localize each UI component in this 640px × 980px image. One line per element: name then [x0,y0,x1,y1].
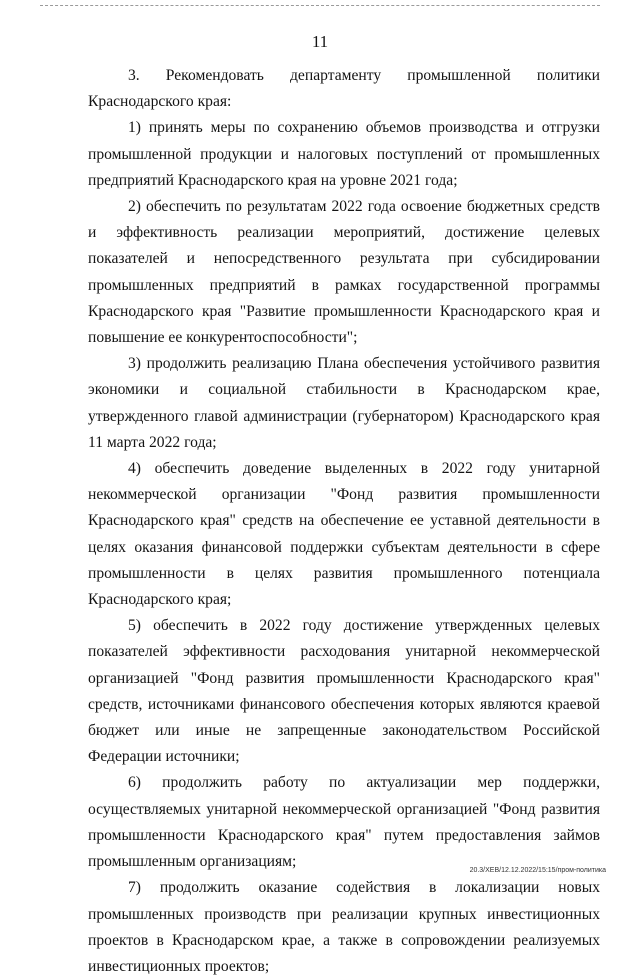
paragraph-item-5: 5) обеспечить в 2022 году достижение утвержденных целевых показателей эффективности расходования унитарной некоммерческой организацией "Фонд развития промышленности Краснодарского края" средств, источниками финансового обеспечения которых являются краевой бюджет или иные не запрещенные законодательством Российской Федерации источники; [88,617,600,766]
paragraph-item-6: 6) продолжить работу по актуализации мер поддержки, осуществляемых унитарной некоммерческой организацией "Фонд развития промышленности Краснодарского края" путем предоставления займов промышленным организациям; [88,774,600,871]
document-footer-code: 20.3/ХЕВ/12.12.2022/15:15/пром-политика [469,867,606,874]
page-number: 11 [311,32,329,51]
paragraph-item-1: 1) принять меры по сохранению объемов производства и отгрузки промышленной продукции и налоговых поступлений от промышленных предприятий Краснодарского края на уровне 2021 года; [88,119,600,189]
top-scan-border [40,5,600,6]
paragraph-item-2: 2) обеспечить по результатам 2022 года освоение бюджетных средств и эффективность реализации мероприятий, достижение целевых показателей и непосредственного результата при субсидировании промышленных предприятий в рамках государственной программы Краснодарского края "Развитие промышленности Краснодарского края и повышение ее конкурентоспособности"; [88,198,600,347]
document-body [88,63,600,980]
paragraph-item-3: 3) продолжить реализацию Плана обеспечения устойчивого развития экономики и социальной стабильности в Краснодарском крае, утвержденного главой администрации (губернатором) Краснодарского края 11 марта 2022 года; [88,355,600,451]
paragraph-recommendation-intro: 3. Рекомендовать департаменту промышленной политики Краснодарского края: [88,67,600,111]
paragraph-item-7: 7) продолжить оказание содействия в локализации новых промышленных производств при реализации крупных инвестиционных проектов в Краснодарском крае, а также в сопровождении реализуемых инвестиционных проектов; [88,879,600,975]
paragraph-item-4: 4) обеспечить доведение выделенных в 2022 году унитарной некоммерческой организации "Фонд развития промышленности Краснодарского края" средств на обеспечение ее уставной деятельности в целях оказания финансовой поддержки субъектам деятельности в сфере промышленности в целях развития промышленного потенциала Краснодарского края; [88,460,600,609]
